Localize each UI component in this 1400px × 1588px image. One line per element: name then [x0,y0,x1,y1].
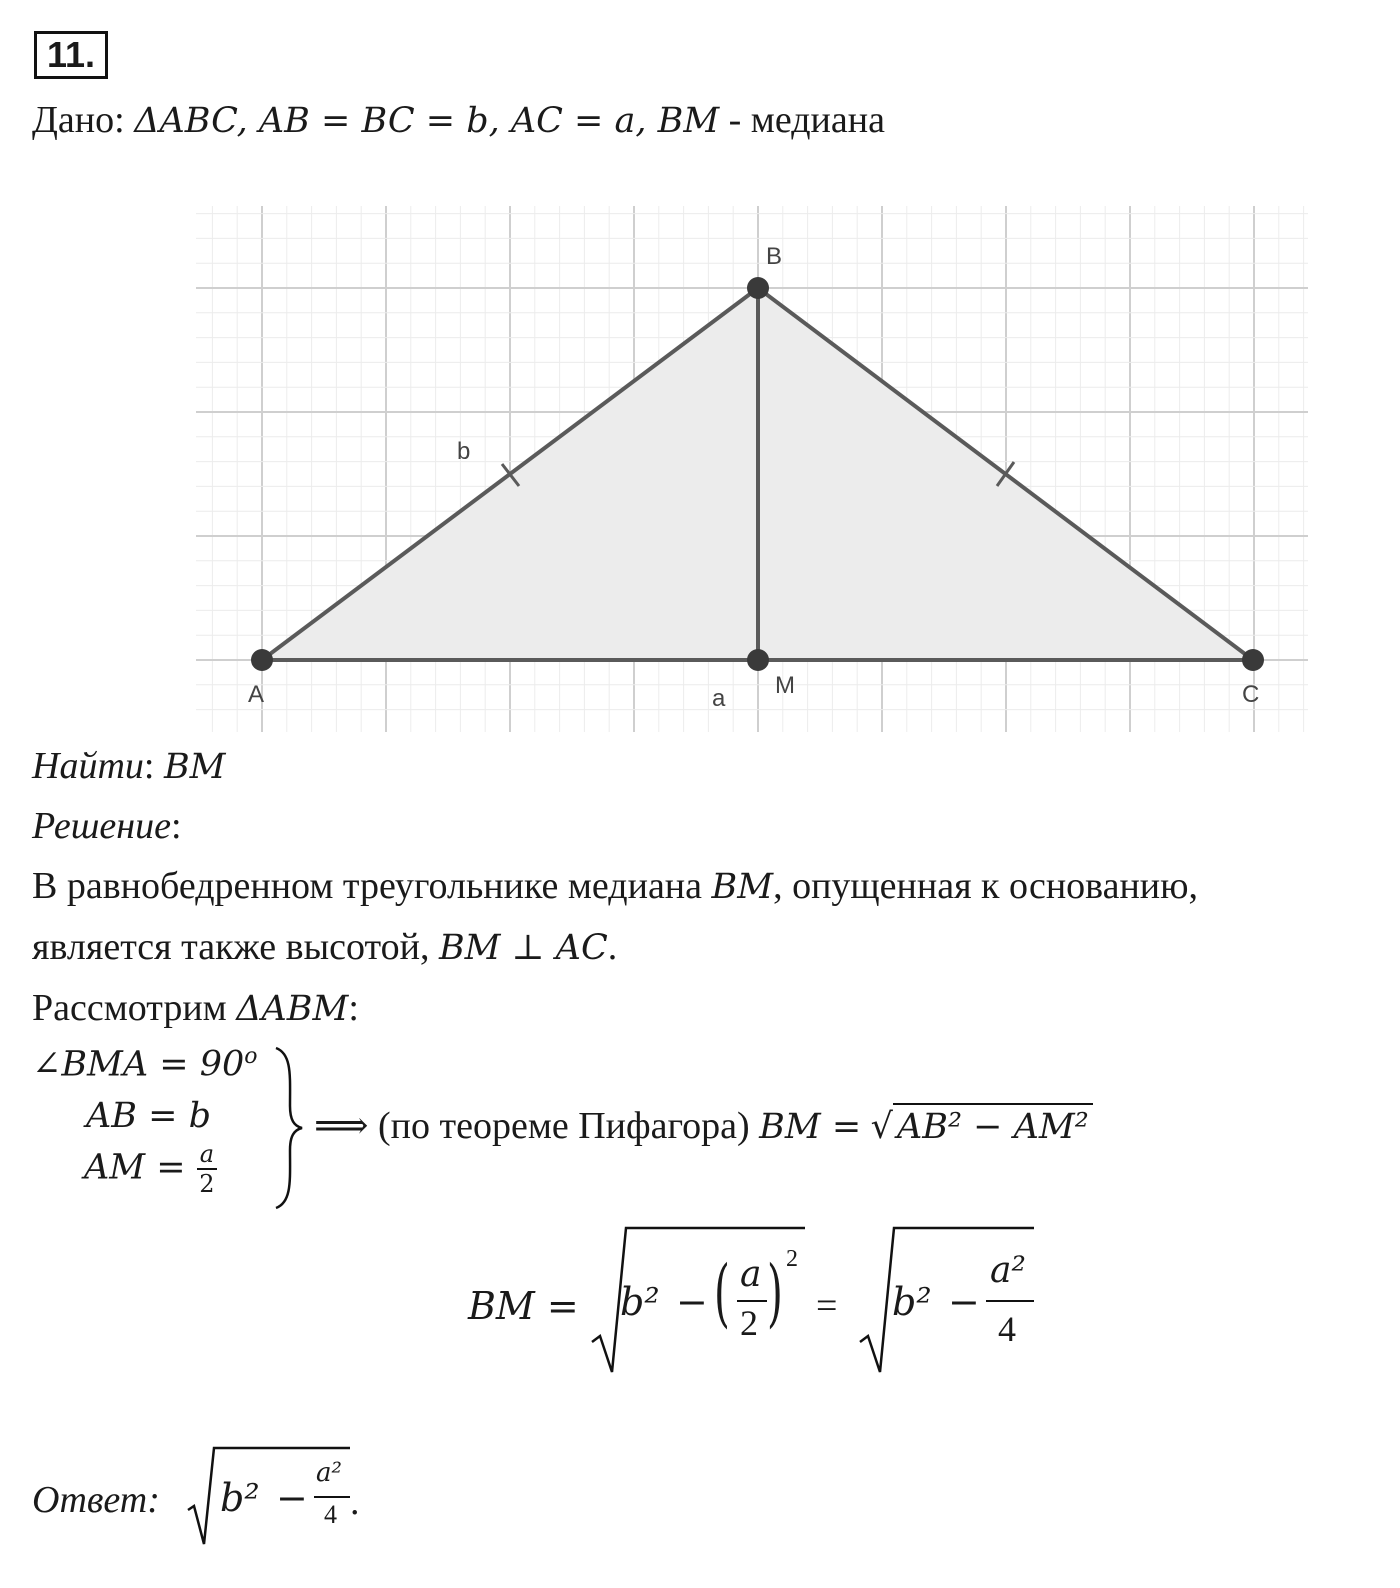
given-suffix: - медиана [728,99,885,141]
calc-minus-1: − [676,1280,708,1324]
theorem-text: (по теореме Пифагора) [377,1105,750,1147]
point-c [1242,649,1264,671]
calc-eq: = [816,1285,838,1327]
calc2-num: a² [990,1250,1026,1291]
label-c: C [1242,681,1260,708]
label-side-a: a [712,685,726,712]
calc-minus-2: − [948,1280,980,1324]
frac-bar-2 [986,1300,1034,1302]
paren-left: ( [714,1250,730,1336]
system-line-2: AB = b [86,1096,211,1136]
answer-label: Ответ: [32,1479,160,1521]
solution-label: Решение [32,805,171,847]
triangle-diagram [0,0,1400,760]
degree-sup: o [244,1044,258,1069]
solution-text: Рассмотрим [32,987,227,1029]
solution-text: является также высотой, [32,926,430,968]
paren-right: ) [767,1250,783,1336]
problem-number: 11. [34,31,108,79]
given-label: Дано: [32,99,125,141]
math-bm: BM [711,867,774,907]
numerator: a [197,1140,217,1170]
label-a: A [248,681,265,708]
calc-lhs: BM = [468,1284,579,1328]
denominator: 2 [199,1170,215,1198]
bm-lhs: BM = [759,1107,862,1147]
solution-line-3: Рассмотрим ΔABM: [32,987,359,1029]
calc-frac-den: 2 [740,1303,758,1343]
fraction-a-2 [197,1140,217,1198]
label-m: M [775,672,795,699]
answer-minus: − [276,1476,308,1520]
calc-b2-1: b² [620,1280,660,1324]
answer-end: . [350,1481,360,1523]
answer-den: 4 [324,1500,337,1529]
calc-exp: 2 [786,1246,798,1272]
find-value: BM [163,747,226,787]
system-line-1 [32,1044,258,1085]
implies-arrow: ⟹ [314,1103,369,1147]
calc2-den: 4 [998,1309,1016,1349]
math-perp: BM ⊥ AC [438,928,608,968]
find-line: Найти: BM [32,745,226,787]
angle-eq: ∠BMA = 90 [32,1044,245,1085]
math-abm: ΔABM [236,989,349,1029]
am-lhs: AM = [84,1147,186,1188]
solution-heading: Решение: [32,805,182,847]
calc-frac-num: a [740,1254,762,1295]
system-line-3 [84,1140,217,1198]
point-m [747,649,769,671]
radicand: AB² − AM² [893,1103,1093,1147]
solution-line-2: является также высотой, BM ⊥ AC. [32,926,618,968]
label-side-b: b [457,438,471,465]
point-b [747,277,769,299]
point-a [251,649,273,671]
answer-frac-bar [314,1496,350,1498]
solution-text: В равнобедренном треугольнике медиана [32,865,703,907]
given-math: ΔABC, AB = BC = b, AC = a, BM [134,101,720,141]
answer-num: a² [316,1458,342,1488]
theorem-line: ⟹ (по теореме Пифагора) BM = √ AB² − AM² [314,1103,1093,1148]
solution-line-1 [32,864,1198,908]
label-b: B [766,243,783,270]
calc-b2-2: b² [892,1280,932,1324]
solution-text: , опущенная к основанию, [773,865,1199,907]
right-brace [268,1046,308,1210]
answer-b2: b² [220,1476,260,1520]
find-label: Найти [32,745,144,787]
